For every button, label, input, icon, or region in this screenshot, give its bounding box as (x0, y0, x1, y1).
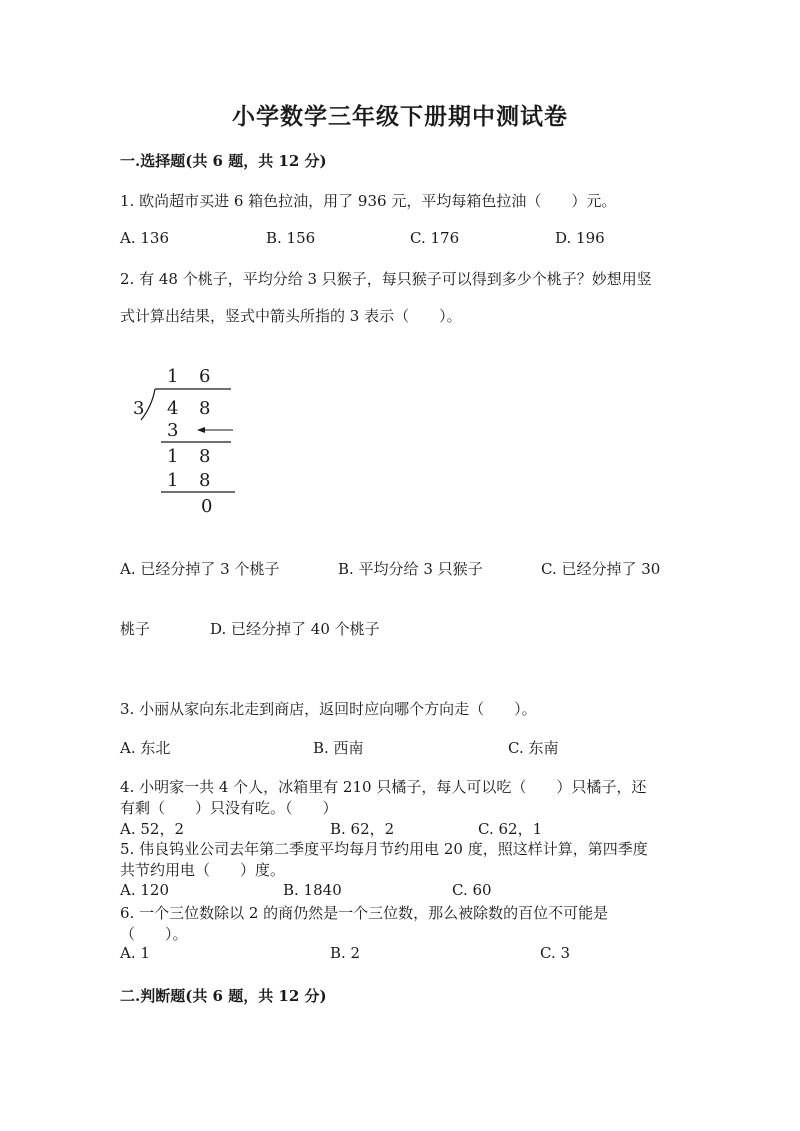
question-4-line-2: 有剩（ ）只没有吃。（ ） (120, 799, 338, 817)
remainder: 0 (201, 496, 213, 517)
question-5-line-1: 5. 伟良钨业公司去年第二季度平均每月节约用电 20 度，照这样计算，第四季度 (120, 840, 648, 858)
pointer-arrow-head (197, 427, 205, 433)
q4-option-a: A. 52，2 (120, 820, 184, 838)
q2-option-b: B. 平均分给 3 只猴子 (338, 560, 483, 578)
question-2-line-1: 2. 有 48 个桃子，平均分给 3 只猴子，每只猴子可以得到多少个桃子？妙想用竖 (120, 270, 652, 288)
q3-option-a: A. 东北 (120, 739, 171, 757)
q6-option-a: A. 1 (120, 944, 150, 962)
question-4-line-1: 4. 小明家一共 4 个人，冰箱里有 210 只橘子，每人可以吃（ ）只橘子，还 (120, 778, 647, 796)
question-6-line-1: 6. 一个三位数除以 2 的商仍然是一个三位数，那么被除数的百位不可能是 (120, 904, 609, 922)
step-3-digit-ones: 8 (199, 470, 211, 491)
q4-option-c: C. 62，1 (478, 820, 543, 838)
section-heading-judgement: 二.判断题(共 6 题，共 12 分) (120, 987, 327, 1005)
question-6-line-2: （ ）。 (120, 925, 188, 943)
step-2-digit-tens: 1 (167, 446, 179, 467)
q3-option-c: C. 东南 (508, 739, 559, 757)
section-heading-choice: 一.选择题(共 6 题，共 12 分) (120, 152, 327, 170)
q1-option-c: C. 176 (410, 229, 460, 247)
q6-option-b: B. 2 (330, 944, 361, 962)
q4-option-b: B. 62，2 (330, 820, 395, 838)
q2-option-d: D. 已经分掉了 40 个桃子 (210, 620, 380, 638)
divisor: 3 (133, 398, 145, 419)
q2-option-c: C. 已经分掉了 30 (541, 560, 661, 578)
long-division-figure (125, 360, 245, 520)
dividend-digit-tens: 4 (167, 398, 179, 419)
question-3: 3. 小丽从家向东北走到商店，返回时应向哪个方向走（ ）。 (120, 700, 537, 718)
q5-option-b: B. 1840 (283, 881, 342, 899)
question-5-line-2: 共节约用电（ ）度。 (120, 861, 286, 879)
question-2-line-2: 式计算出结果，竖式中箭头所指的 3 表示（ ）。 (120, 307, 462, 325)
q2-option-a: A. 已经分掉了 3 个桃子 (120, 560, 280, 578)
quotient-digit-ones: 6 (199, 366, 211, 387)
q3-option-b: B. 西南 (313, 739, 364, 757)
question-1: 1. 欧尚超市买进 6 箱色拉油，用了 936 元，平均每箱色拉油（ ）元。 (120, 192, 617, 210)
q6-option-c: C. 3 (540, 944, 571, 962)
step-2-digit-ones: 8 (199, 446, 211, 467)
q5-option-a: A. 120 (120, 881, 169, 899)
step-3-digit-tens: 1 (167, 470, 179, 491)
quotient-digit-tens: 1 (167, 366, 179, 387)
product-step-1: 3 (167, 420, 179, 441)
page-title: 小学数学三年级下册期中测试卷 (232, 103, 568, 130)
q1-option-b: B. 156 (266, 229, 316, 247)
q1-option-d: D. 196 (555, 229, 605, 247)
q2-option-c-wrap: 桃子 (120, 620, 151, 638)
q1-option-a: A. 136 (120, 229, 169, 247)
dividend-digit-ones: 8 (199, 398, 211, 419)
q5-option-c: C. 60 (452, 881, 492, 899)
